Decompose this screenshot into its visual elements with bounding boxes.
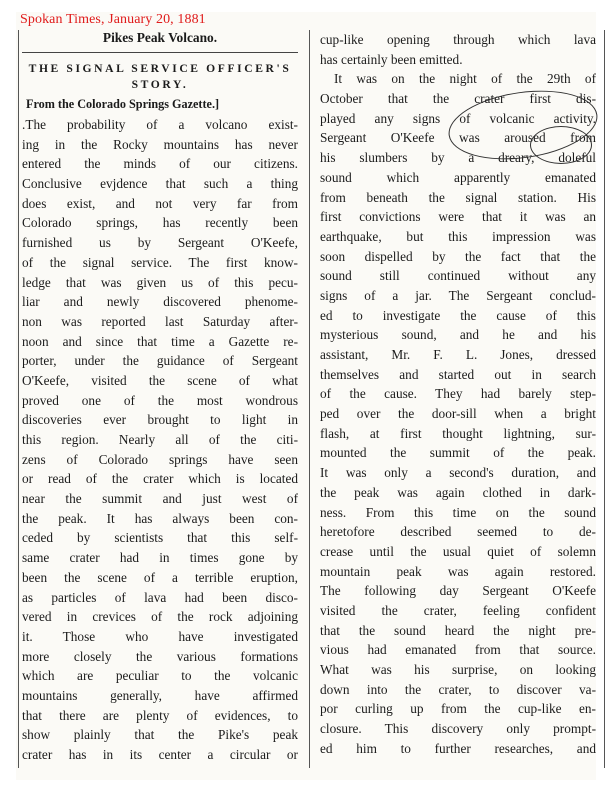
text-line: crater has in its center a circular or — [22, 747, 298, 762]
text-line: mountains generally, have affirmed — [22, 687, 298, 703]
text-line: it. Those who have investigated — [22, 628, 298, 644]
column-divider-left — [18, 30, 19, 768]
text-line: this region. Nearly all of the citi- — [22, 432, 298, 447]
text-line: ness. From this time on the sound — [320, 504, 596, 520]
text-line: It was only a second's duration, and — [320, 465, 596, 481]
text-line: his slumbers by a dreary, doleful — [320, 150, 596, 166]
text-line: same crater had in times gone by — [22, 550, 298, 566]
text-line: mounted the summit of the peak. — [320, 445, 596, 461]
text-line: liar and newly discovered phenome- — [22, 294, 298, 310]
text-line: from beneath the signal station. His — [320, 189, 596, 205]
text-line: ed him to further researches, and — [320, 740, 596, 756]
text-line: of the cause. They had barely step- — [320, 386, 596, 402]
text-line: It was on the night of the 29th of — [334, 71, 596, 87]
text-line: themselves and started out in search — [320, 366, 596, 382]
text-line: sound still continued without any — [320, 268, 596, 284]
text-line: mountain peak was again restored. — [320, 563, 596, 579]
text-line: sound which apparently emanated — [320, 169, 596, 185]
text-line: porter, under the guidance of Sergeant — [22, 353, 298, 369]
text-line: first convictions were that it was an — [320, 209, 596, 225]
text-line: zens of Colorado springs have seen — [22, 451, 298, 467]
text-line: been the scene of a terrible eruption, — [22, 569, 298, 585]
text-line: discoveries ever brought to light in — [22, 412, 298, 428]
article-subheadline-story: STORY. — [131, 78, 189, 91]
text-line: assistant, Mr. F. L. Jones, dressed — [320, 347, 596, 362]
text-line: What was his surprise, on looking — [320, 662, 596, 677]
text-line: which are peculiar to the volcanic — [22, 668, 298, 684]
text-line: more closely the various formations — [22, 648, 298, 664]
column-divider-center — [309, 30, 310, 768]
text-line: flash, at first thought lightning, sur- — [320, 425, 596, 441]
left-column-text — [22, 115, 298, 765]
text-line: Colorado springs, has recently been — [22, 215, 298, 231]
text-line: The following day Sergeant O'Keefe — [320, 583, 596, 599]
text-line: non was reported last Saturday after- — [22, 313, 298, 329]
text-line: signs of a jar. The Sergeant conclud- — [320, 287, 596, 303]
text-line: as particles of lava had been disco- — [22, 589, 298, 605]
article-left-column — [22, 30, 298, 765]
text-line: October that the crater first dis- — [320, 91, 596, 107]
column-divider-right — [604, 30, 605, 768]
text-line: ped over the door-sill when a bright — [320, 406, 596, 422]
text-line: entered the minds of our citizens. — [22, 156, 298, 172]
text-line: Conclusive evjdence that such a thing — [22, 176, 298, 192]
text-line: crease until the usual quiet of solemn — [320, 543, 596, 559]
article-headline: Pikes Peak Volcano. — [102, 30, 218, 45]
text-line: that there are plenty of evidences, to — [22, 707, 298, 723]
text-line: ing in the Rocky mountains has never — [22, 136, 298, 152]
text-line: show plainly that the Pike's peak — [22, 727, 298, 743]
text-line: of the signal service. The first know- — [22, 254, 298, 270]
text-line: vered in crevices of the rock adjoining — [22, 609, 298, 625]
text-line: ed to investigate the cause of this — [320, 307, 596, 323]
text-line: por curling up from the cup-like en- — [320, 701, 596, 717]
text-line: furnished us by Sergeant O'Keefe, — [22, 235, 298, 251]
text-line: visited the crater, feeling confident — [320, 602, 596, 618]
text-line: cup-like opening through which lava — [320, 32, 596, 47]
text-line: ledge that was given us of this pecu- — [22, 274, 298, 290]
text-line: earthquake, but this impression was — [320, 228, 596, 244]
masthead-caption: Spokan Times, January 20, 1881 — [20, 12, 206, 27]
text-line: mysterious sound, and he and his — [320, 327, 596, 343]
text-line: soon dispelled by the fact that the — [320, 248, 596, 264]
text-line: has certainly been emitted. — [320, 51, 463, 67]
text-line: down into the crater, to discover va- — [320, 681, 596, 697]
text-line: .The probability of a volcano exist- — [22, 117, 298, 132]
text-line: O'Keefe, visited the scene of what — [22, 372, 298, 388]
text-line: Sergeant O'Keefe was aroused from — [320, 130, 596, 146]
handwritten-circle-mark-small — [530, 126, 592, 164]
text-line: closure. This discovery only prompt- — [320, 721, 596, 737]
text-line: played any signs of volcanic activity. — [320, 110, 596, 126]
text-line: ceded by scientists that this self- — [22, 530, 298, 546]
article-source-line: From the Colorado Springs Gazette.] — [26, 97, 220, 111]
headline-rule — [22, 52, 298, 53]
text-line: the peak. It has always been con- — [22, 510, 298, 526]
text-line: that the sound heard the night pre- — [320, 622, 596, 638]
article-subheadline: THE SIGNAL SERVICE OFFICER'S — [28, 62, 292, 75]
text-line: noon and since that time a Gazette re- — [22, 333, 298, 349]
text-line: the peak was again clothed in dark- — [320, 484, 596, 500]
text-line: near the summit and just west of — [22, 491, 298, 507]
text-line: proved one of the most wondrous — [22, 392, 298, 408]
text-line: or read of the crater which is located — [22, 471, 298, 487]
text-line: vious had emanated from that source. — [320, 642, 596, 658]
text-line: heretofore described seemed to de- — [320, 524, 596, 540]
text-line: does exist, and not very far from — [22, 195, 298, 211]
